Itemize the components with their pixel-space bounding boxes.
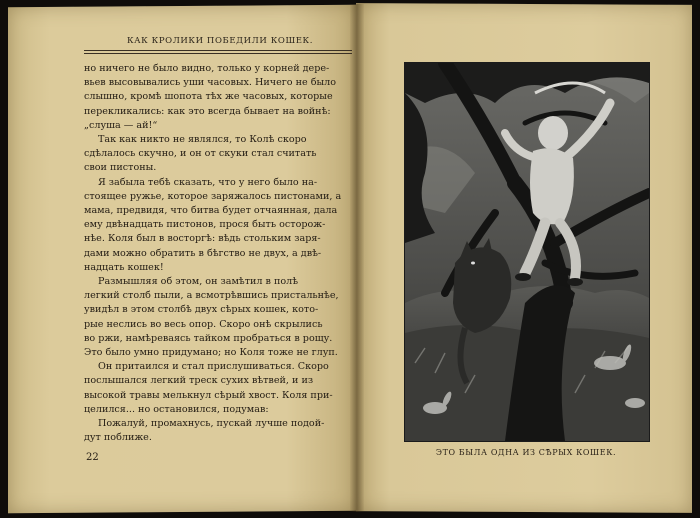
text-line: перекликались: как это всегда бывает на войнѣ: [84,105,331,117]
text-line: надцать кошек! [84,261,164,273]
text-line: „слуша — ай!“ [84,119,158,131]
text-line: свои пистоны. [84,162,157,174]
text-line: но ничего не было видно, только у корней дере- [84,63,330,74]
text-line: нѣе. Коля был в восторгѣ: вѣдь стольким заря- [84,233,321,245]
page-number: 22 [86,452,99,463]
text-line: послышался легкий треск сухих вѣтвей, и из [84,375,314,387]
text-line: рые неслись во весь опор. Скоро онѣ скрылись [84,318,323,330]
text-line: легкий столб пыли, а всмотрѣвшись пристальнѣе, [84,290,339,302]
text-line: мама, предвидя, что битва будет отчаянная, дала [84,205,338,217]
text-line: слышно, кромѣ шопота тѣх же часовых, которые [84,91,333,103]
text-line: Это было умно придумано; но Коля тоже не глуп. [84,347,338,359]
text-line: Пожалуй, промахнусь, пускай лучше подой- [98,418,325,430]
text-line: во ржи, намѣреваясь тайком пробраться в рощу. [84,332,333,344]
text-line: дут поближе. [84,432,152,444]
header-rule-thin [84,53,352,54]
text-line: высокой травы мелькнул сѣрый хвост. Коля при- [84,389,333,401]
text-line: Он притаился и стал прислушиваться. Скоро [98,361,329,373]
text-line: целился... но остановился, подумав: [84,403,269,415]
body-text [84,62,354,445]
text-line: дами можно обратить в бѣгство не двух, а двѣ- [84,247,322,259]
illustration-caption: ЭТО БЫЛА ОДНА ИЗ СѢРЫХ КОШЕК. [435,448,617,457]
text-line: увидѣл в этом столбѣ двух сѣрых кошек, кото- [84,304,319,316]
text-line: ему двѣнадцать пистонов, прося быть осторож- [84,219,326,231]
illustration [404,62,650,442]
text-line: сдѣлалось скучно, и он от скуки стал считать [84,148,317,160]
header-rule [84,50,352,51]
text-line: Я забыла тебѣ сказать, что у него было на- [98,176,318,188]
engraving-boy-in-tree-with-cat-icon [405,63,649,441]
text-line: стоящее ружье, которое заряжалось пистонами, а [84,190,342,202]
text-line: Так как никто не являлся, то Колѣ скоро [98,134,307,146]
text-line: вьев высовывались уши часовых. Ничего не было [84,77,337,89]
text-line: Размышляя об этом, он замѣтил в полѣ [98,276,299,288]
running-head: КАК КРОЛИКИ ПОБЕДИЛИ КОШЕК. [126,36,314,46]
